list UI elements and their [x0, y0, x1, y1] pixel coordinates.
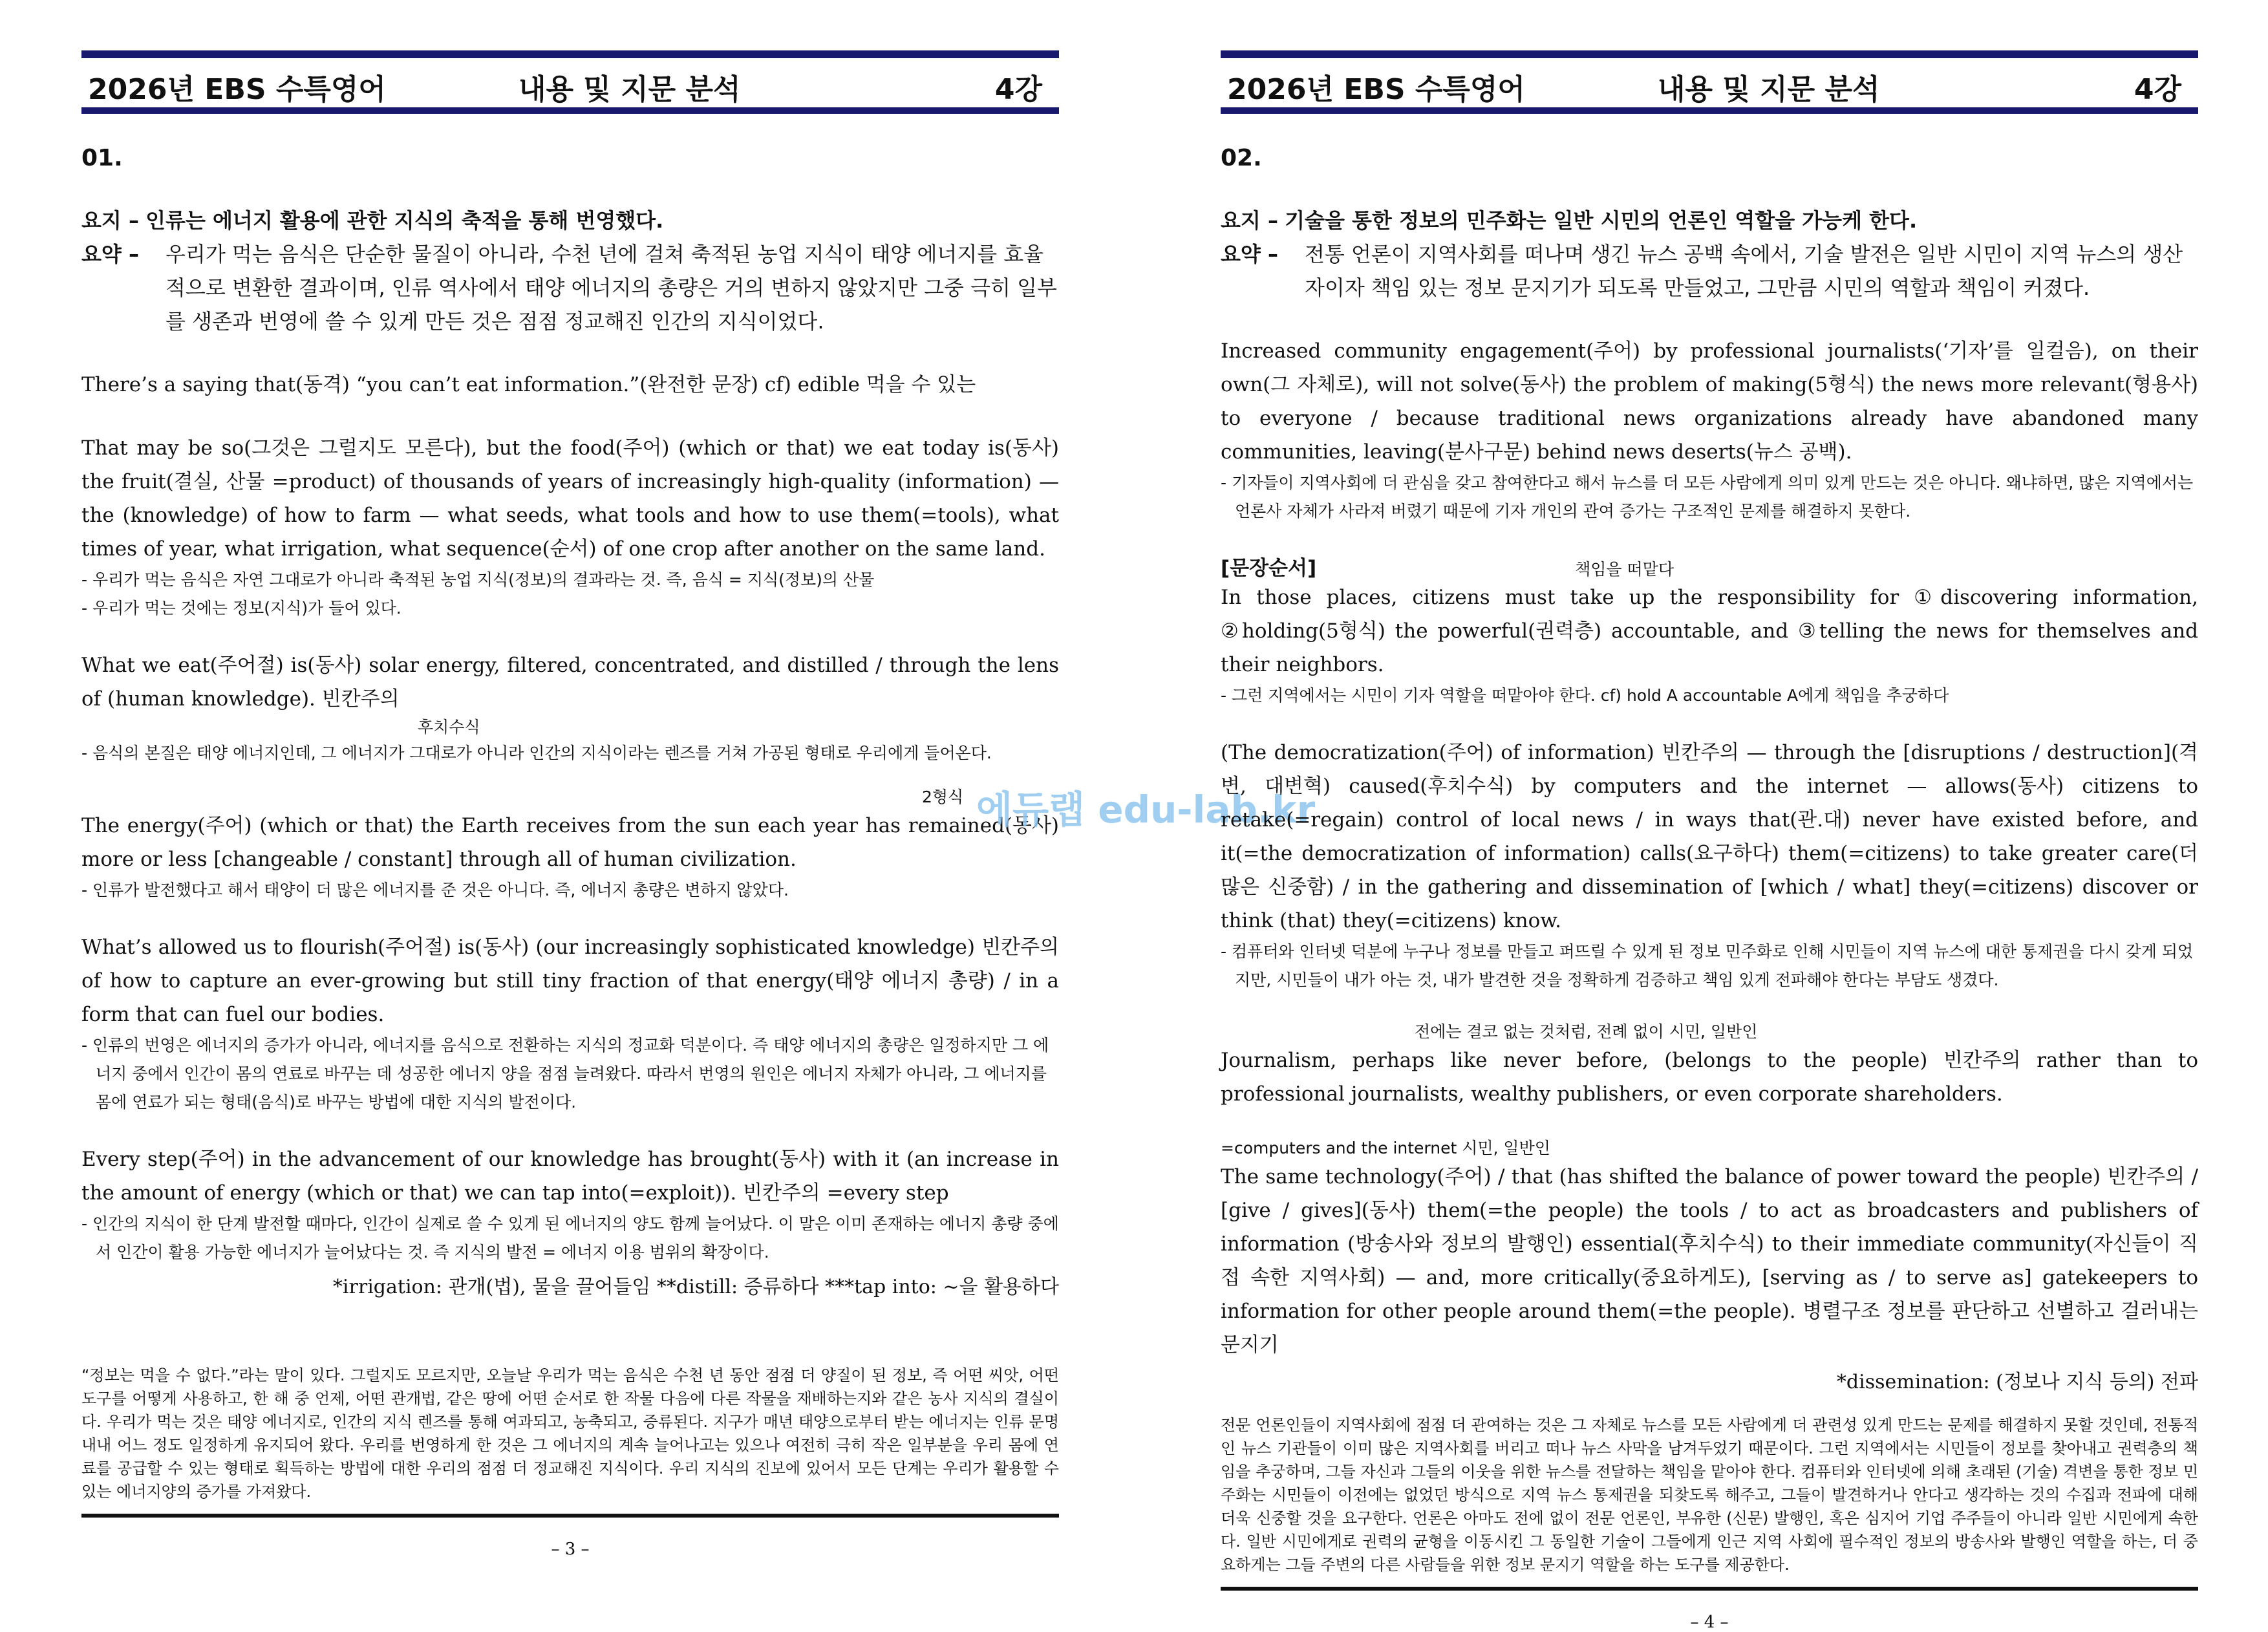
header-lesson: 4강	[994, 73, 1042, 106]
note-6: - 인간의 지식이 한 단계 발전할 때마다, 인간이 실제로 쓸 수 있게 된 에너지의 양도 함께 늘어났다. 이 말은 이미 존재하는 에너지 총량 중에서 인간이 활용 가능한 에너지가 늘어났다는 것. 즉 지식의 발전 = 에너지 이용 범위의 확장이다.	[81, 1214, 1059, 1262]
note-3: - 음식의 본질은 태양 에너지인데, 그 에너지가 그대로가 아니라 인간의 지식이라는 렌즈를 거쳐 가공된 형태로 우리에게 들어온다.	[81, 744, 992, 762]
sentence-4: The energy(주어) (which or that) the Earth receives from the sun each year has remained(동사) more or less [changeable / constant] through all of human civilization.	[81, 814, 1059, 871]
section-heading	[1221, 552, 2198, 581]
page-number: – 3 –	[551, 1540, 590, 1559]
summary-text: 우리가 먹는 음식은 단순한 물질이 아니라, 수천 년에 걸쳐 축적된 농업 지식이 태양 에너지를 효율적으로 변환한 결과이며, 인류 역사에서 태양 에너지의 총량은 거의 변하지 않았지만 그중 극히 일부를 생존과 번영에 쓸 수 있게 만든 것은 점점 정교해진 인간의 지식이었다.	[166, 242, 1057, 334]
main-idea-label: 요지 –	[1221, 208, 1278, 233]
header-bottom-rule	[81, 107, 1059, 114]
sentence-6: Every step(주어) in the advancement of our knowledge has brought(동사) with it (an increase in the amount of energy (which or that) we can tap into(=exploit)). 빈칸주의 =every step	[81, 1148, 1059, 1205]
korean-translation: “정보는 먹을 수 없다.”라는 말이 있다. 그럴지도 모르지만, 오늘날 우리가 먹는 음식은 수천 년 동안 점점 더 양질이 된 정보, 즉 어떤 씨앗, 어떤 도구를 어떻게 사용하고, 한 해 중 언제, 어떤 관개법, 같은 땅에 어떤 순서로 한 작물 다음에 다른 작물을 재배하는지와 같은 농사 지식의 결실이다. 우리가 먹는 것은 태양 에너지로, 인간의 지식 렌즈를 통해 여과되고, 농축되고, 증류된다. 지구가 매년 태양으로부터 받는 에너지는 인류 문명 내내 어느 정도 일정하게 유지되어 왔다. 우리를 번영하게 한 것은 그 에너지의 계속 늘어나고는 있으나 여전히 극히 작은 일부분을 우리 몸에 연료를 공급할 수 있는 형태로 획득하는 방법에 대한 우리의 점점 더 정교해진 지식이다. 우리 지식의 진보에 있어서 모든 단계는 우리가 활용할 수 있는 에너지양의 증가를 가져왔다.	[81, 1366, 1059, 1501]
note-1: - 기자들이 지역사회에 더 관심을 갖고 참여한다고 해서 뉴스를 더 모든 사람에게 의미 있게 만드는 것은 아니다. 왜냐하면, 많은 지역에서는 언론사 자체가 사라져 버렸기 때문에 기자 개인의 관여 증가는 구조적인 문제를 해결하지 못한다.	[1221, 473, 2194, 521]
main-idea-label: 요지 –	[81, 208, 139, 233]
header-bottom-rule	[1221, 107, 2198, 114]
section-label: [문장순서]	[1221, 557, 1317, 580]
footer-rule	[81, 1514, 1059, 1518]
sentence-1: There’s a saying that(동격) “you can’t eat information.”(완전한 문장) cf) edible 먹을 수 있는	[81, 373, 976, 396]
header-top-rule	[81, 50, 1059, 58]
header-lesson: 4강	[2134, 73, 2181, 106]
note-4: - 인류가 발전했다고 해서 태양이 더 많은 에너지를 준 것은 아니다. 즉, 에너지 총량은 변하지 않았다.	[81, 881, 789, 899]
main-idea-text: 인류는 에너지 활용에 관한 지식의 축적을 통해 번영했다.	[145, 208, 664, 233]
header-title: 2026년 EBS 수특영어	[1227, 73, 1525, 106]
question-number: 01.	[81, 145, 123, 171]
page-header	[1221, 58, 2198, 107]
glossary: *irrigation: 관개(법), 물을 끌어들임 **distill: 증류하다 ***tap into: ~을 활용하다	[332, 1276, 1059, 1298]
korean-translation: 전문 언론인들이 지역사회에 점점 더 관여하는 것은 그 자체로 뉴스를 모든 사람에게 더 관련성 있게 만드는 문제를 해결하지 못할 것인데, 전통적인 뉴스 기관들이 이미 많은 지역사회를 버리고 떠나 뉴스 사막을 남겨두었기 때문이다. 그런 지역에서는 시민들이 정보를 찾아내고 권력층의 책임을 추궁하며, 그들 자신과 그들의 이웃을 위한 뉴스를 전달하는 책임을 맡아야 한다. 컴퓨터와 인터넷에 의해 초래된 (기술) 격변을 통한 정보 민주화는 시민들이 이전에는 없었던 방식으로 지역 뉴스 통제권을 되찾도록 해주고, 그들이 발견하거나 안다고 생각하는 것의 수집과 전파에 대해 더욱 신중할 것을 요구한다. 언론은 아마도 전에 없이 전문 언론인, 부유한 (신문) 발행인, 혹은 심지어 기업 주주들이 아니라 일반 시민에게 속한다. 일반 시민에게로 권력의 균형을 이동시킨 그 동일한 기술이 그들에게 인근 지역 사회에 필수적인 정보의 방송사와 발행인 역할을 하는, 더 중요하게는 그들 주변의 다른 사람들을 위한 정보 문지기 역할을 하는 도구를 제공한다.	[1221, 1416, 2198, 1574]
sentence-5: The same technology(주어) / that (has shifted the balance of power toward the people) 빈칸주의 / [give / gives](동사) them(=the people) the tools / to act as broadcasters and publishers of information (방송사와 정보의 발행인) essential(후치수식) to their immediate community(자신들이 직접 속한 지역사회) — and, more critically(중요하게도), [serving as / to serve as] gatekeepers to information for other people around them(=the people). 병렬구조 정보를 판단하고 선별하고 걸러내는 문지기	[1221, 1165, 2198, 1357]
summary-label: 요약 –	[81, 242, 139, 266]
sentence-2: That may be so(그것은 그럴지도 모른다), but the food(주어) (which or that) we eat today is(동사) the fruit(결실, 산물 =product) of thousands of years of increasingly high-quality (information) — the (knowledge) of how to farm — what seeds, what tools and how to use them(=tools), what times of year, what irrigation, what sequence(순서) of one crop after another on the same land.	[81, 436, 1059, 561]
summary-line	[81, 237, 1059, 338]
header-subtitle: 내용 및 지문 분석	[1658, 73, 1880, 106]
main-idea-text: 기술을 통한 정보의 민주화는 일반 시민의 언론인 역할을 가능케 한다.	[1285, 208, 1918, 233]
question-number: 02.	[1221, 145, 1262, 171]
section-note: 책임을 떠맡다	[1575, 560, 1674, 579]
sentence-1: Increased community engagement(주어) by professional journalists(‘기자’를 일컬음), on their own(그 자체로), will not solve(동사) the problem of making(5형식) the news more relevant(형용사) to everyone / because traditional news organizations already have abandoned many communities, leaving(분사구문) behind news deserts(뉴스 공백).	[1221, 339, 2198, 464]
sentence-3: (The democratization(주어) of information) 빈칸주의 — through the [disruptions / destruction](격변, 대변혁) caused(후치수식) by computers and the internet — allows(동사) citizens to retake(=regain) control of local news / in ways that(관.대) never have existed before, and it(=the democratization of information) calls(요구하다) them(=citizens) to take greater care(더 많은 신중함) / in the gathering and dissemination of [which / what] they(=citizens) discover or think (that) they(=citizens) know.	[1221, 741, 2198, 932]
sentence-5: What’s allowed us to flourish(주어절) is(동사) (our increasingly sophisticated knowledge) 빈칸주의 of how to capture an ever-growing but still tiny fraction of that energy(태양 에너지 총량) / in a form that can fuel our bodies.	[81, 936, 1059, 1026]
sentence-4: Journalism, perhaps like never before, (belongs to the people) 빈칸주의 rather than to professional journalists, wealthy publishers, or even corporate shareholders.	[1221, 1049, 2198, 1106]
page-header	[81, 58, 1059, 107]
note-2a: - 우리가 먹는 음식은 자연 그대로가 아니라 축적된 농업 지식(정보)의 결과라는 것. 즉, 음식 = 지식(정보)의 산물	[81, 570, 875, 589]
note-2b: - 우리가 먹는 것에는 정보(지식)가 들어 있다.	[81, 599, 401, 617]
footer-rule	[1221, 1587, 2198, 1591]
header-title: 2026년 EBS 수특영어	[88, 73, 386, 106]
watermark: 에듀랩 edu-lab.kr	[976, 788, 1316, 832]
summary-text: 전통 언론이 지역사회를 떠나며 생긴 뉴스 공백 속에서, 기술 발전은 일반 시민이 지역 뉴스의 생산자이자 책임 있는 정보 문지기가 되도록 만들었고, 그만큼 시민의 역할과 책임이 커졌다.	[1305, 242, 2183, 300]
note-4-above: 2형식	[922, 788, 964, 806]
summary-line	[1221, 237, 2198, 305]
page-number: – 4 –	[1690, 1613, 1729, 1632]
header-top-rule	[1221, 50, 2198, 58]
note-3-above: 후치수식	[418, 718, 480, 736]
note-5-above: =computers and the internet 시민, 일반인	[1221, 1139, 1550, 1157]
header-subtitle: 내용 및 지문 분석	[519, 73, 741, 106]
note-3: - 컴퓨터와 인터넷 덕분에 누구나 정보를 만들고 퍼뜨릴 수 있게 된 정보 민주화로 인해 시민들이 지역 뉴스에 대한 통제권을 다시 갖게 되었지만, 시민들이 내가 아는 것, 내가 발견한 것을 정확하게 검증하고 책임 있게 전파해야 한다는 부담도 생겼다.	[1221, 942, 2194, 989]
summary-label: 요약 –	[1221, 242, 1278, 266]
glossary: *dissemination: (정보나 지식 등의) 전파	[1836, 1371, 2198, 1393]
main-idea	[81, 204, 1059, 237]
sentence-3: What we eat(주어절) is(동사) solar energy, filtered, concentrated, and distilled / through the lens of (human knowledge). 빈칸주의	[81, 654, 1059, 711]
note-5: - 인류의 번영은 에너지의 증가가 아니라, 에너지를 음식으로 전환하는 지식의 정교화 덕분이다. 즉 태양 에너지의 총량은 일정하지만 그 에너지 중에서 인간이 몸의 연료로 바꾸는 데 성공한 에너지 양을 점점 늘려왔다. 따라서 번영의 원인은 에너지 자체가 아니라, 그 에너지를 몸에 연료가 되는 형태(음식)로 바꾸는 방법에 대한 지식의 발전이다.	[81, 1036, 1049, 1111]
page-4	[1134, 0, 2268, 1632]
note-2: - 그런 지역에서는 시민이 기자 역할을 떠맡아야 한다. cf) hold A accountable A에게 책임을 추궁하다	[1221, 686, 1949, 705]
main-idea	[1221, 204, 2198, 237]
sentence-2: In those places, citizens must take up the responsibility for ①discovering information, ②holding(5형식) the powerful(권력층) accountable, and ③telling the news for themselves and their neighbors.	[1221, 586, 2198, 676]
page-3	[0, 0, 1134, 1604]
note-4-above: 전에는 결코 없는 것처럼, 전례 없이 시민, 일반인	[1415, 1022, 1758, 1041]
